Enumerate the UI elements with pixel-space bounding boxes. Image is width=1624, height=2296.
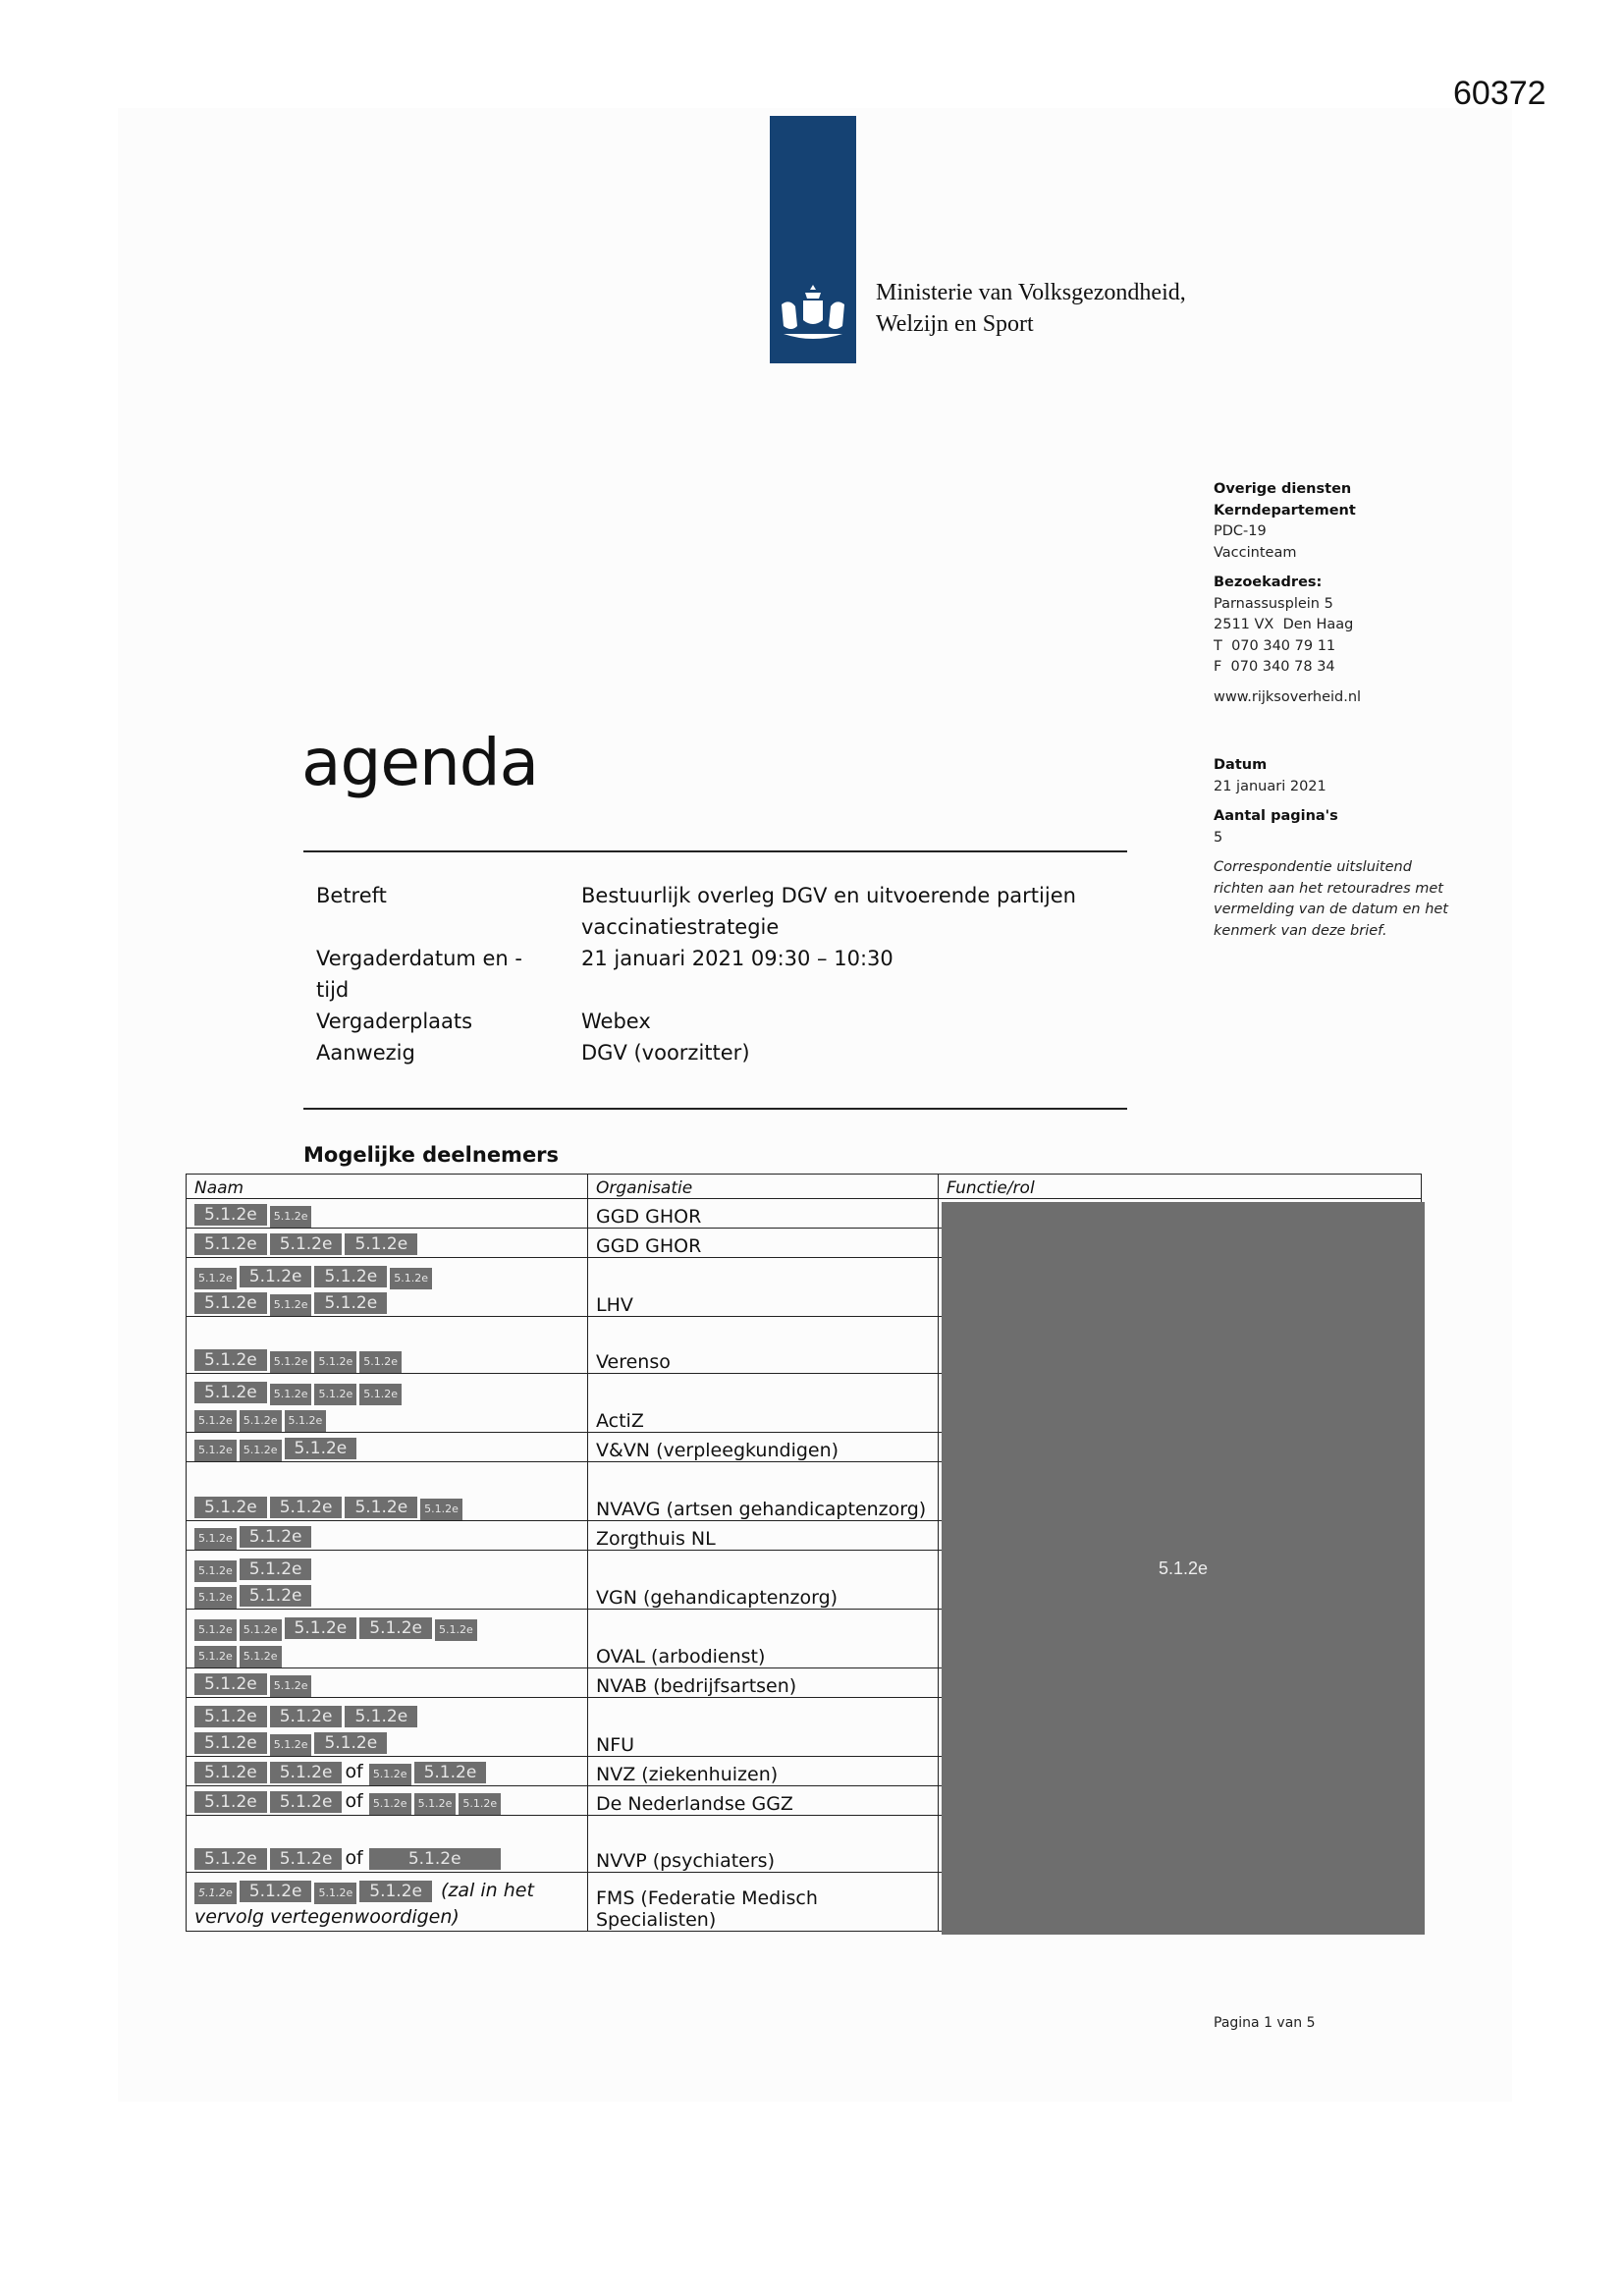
redaction: 5.1.2e [285,1438,357,1459]
redaction: 5.1.2e [314,1384,356,1405]
redaction: 5.1.2e [345,1497,417,1518]
redaction: 5.1.2e [270,1294,312,1316]
meta-row-datetime [316,943,1121,1006]
visit-address-label: Bezoekadres: [1214,574,1323,590]
department: Overige diensten [1214,481,1352,497]
redaction: 5.1.2e [194,1848,267,1870]
redaction: 5.1.2e [270,1675,312,1697]
redaction-code: 5.1.2e [1158,1558,1209,1578]
redaction: 5.1.2e [314,1266,387,1287]
redaction: 5.1.2e [369,1764,411,1785]
redaction: 5.1.2e [194,1619,237,1641]
redaction: 5.1.2e [194,1762,267,1783]
redaction: 5.1.2e [359,1881,432,1902]
header-name: Naam [187,1175,588,1199]
or-text: of [345,1761,363,1782]
meta-row-subject [316,880,1121,943]
redaction: 5.1.2e [314,1732,387,1754]
redaction: 5.1.2e [270,1206,312,1228]
redaction: 5.1.2e [270,1384,312,1405]
redaction: 5.1.2e [369,1848,501,1870]
redaction: 5.1.2e [194,1410,237,1432]
redaction: 5.1.2e [240,1526,312,1548]
function-column-redaction [942,1202,1425,1935]
redaction: 5.1.2e [390,1268,432,1289]
organisation-cell: FMS (Federatie Medisch Specialisten) [588,1873,939,1932]
document-number: 60372 [1453,75,1546,112]
redaction: 5.1.2e [270,1848,343,1870]
redaction: 5.1.2e [194,1497,267,1518]
address-city: 2511 VX Den Haag [1214,617,1354,632]
redaction: 5.1.2e [240,1881,312,1902]
date-value: 21 januari 2021 [1214,778,1326,794]
website-link[interactable]: www.rijksoverheid.nl [1214,688,1362,705]
redaction: 5.1.2e [420,1499,462,1520]
organisation-cell: De Nederlandse GGZ [588,1786,939,1816]
sender-info [1214,479,1508,942]
organisation-cell: ActiZ [588,1374,939,1433]
redaction: 5.1.2e [194,1204,267,1226]
ministry-name [876,277,1186,340]
or-text: of [345,1847,363,1869]
pagination: Pagina 1 van 5 [1214,2015,1316,2031]
meeting-details [316,880,1121,1068]
redaction: 5.1.2e [194,1382,267,1403]
header-organisation: Organisatie [588,1175,939,1199]
redaction: 5.1.2e [270,1791,343,1813]
redaction: 5.1.2e [270,1497,343,1518]
redaction: 5.1.2e [270,1734,312,1756]
redaction: 5.1.2e [270,1233,343,1255]
redaction: 5.1.2e [345,1706,417,1727]
redaction: 5.1.2e [194,1673,267,1695]
redaction: 5.1.2e [194,1440,237,1461]
redaction: 5.1.2e [270,1351,312,1373]
divider-bottom [303,1108,1127,1110]
unit: PDC-19 [1214,523,1267,539]
redaction: 5.1.2e [414,1762,487,1783]
ministry-name-line1: Ministerie van Volksgezondheid, [876,280,1186,305]
redaction: 5.1.2e [459,1793,501,1815]
organisation-cell: NVAB (bedrijfsartsen) [588,1668,939,1698]
organisation-cell: V&VN (verpleegkundigen) [588,1433,939,1462]
redaction: 5.1.2e [369,1793,411,1815]
organisation-cell: GGD GHOR [588,1229,939,1258]
redaction: 5.1.2e [194,1560,237,1582]
redaction: 5.1.2e [194,1292,267,1314]
redaction: 5.1.2e [240,1585,312,1607]
section-title: Mogelijke deelnemers [303,1143,560,1167]
redaction: 5.1.2e [240,1558,312,1580]
address-street: Parnassusplein 5 [1214,595,1333,612]
redaction: 5.1.2e [240,1619,282,1641]
redaction: 5.1.2e [194,1349,267,1371]
department-sub: Kerndepartement [1214,502,1356,519]
meta-label: Betreft [316,884,387,907]
redaction: 5.1.2e [194,1791,267,1813]
representation-note: (zal in het vervolg vertegenwoordigen) [194,1880,534,1928]
pages-label: Aantal pagina's [1214,808,1338,824]
correspondence-note: Correspondentie uitsluitend richten aan het retouradres met vermelding van de datum en het kenmerk van deze brief. [1214,859,1448,939]
redaction: 5.1.2e [240,1440,282,1461]
organisation-cell: NVAVG (artsen gehandicaptenzorg) [588,1462,939,1521]
organisation-cell: Zorgthuis NL [588,1521,939,1551]
organisation-cell: NVVP (psychiaters) [588,1816,939,1873]
organisation-cell: OVAL (arbodienst) [588,1610,939,1668]
meta-value: DGV (voorzitter) [581,1041,750,1065]
date-label: Datum [1214,757,1268,773]
redaction: 5.1.2e [359,1351,402,1373]
header-function: Functie/rol [939,1175,1422,1199]
royal-coat-of-arms-icon [776,283,850,346]
phone: T 070 340 79 11 [1214,637,1336,654]
redaction: 5.1.2e [359,1384,402,1405]
pages-value: 5 [1214,829,1223,846]
redaction: 5.1.2e [194,1883,237,1904]
meta-label: Aanwezig [316,1041,415,1065]
meta-value: Webex [581,1010,651,1033]
meta-value: Bestuurlijk overleg DGV en uitvoerende partijen vaccinatiestrategie [581,884,1076,939]
fax: F 070 340 78 34 [1214,659,1335,675]
team: Vaccinteam [1214,544,1297,561]
redaction: 5.1.2e [194,1233,267,1255]
redaction: 5.1.2e [240,1266,312,1287]
organisation-cell: VGN (gehandicaptenzorg) [588,1551,939,1610]
redaction: 5.1.2e [194,1268,237,1289]
redaction: 5.1.2e [314,1883,356,1904]
table-header [187,1175,1422,1199]
ministry-logo [770,116,856,363]
redaction: 5.1.2e [194,1587,237,1609]
redaction: 5.1.2e [285,1617,357,1639]
organisation-cell: NVZ (ziekenhuizen) [588,1757,939,1786]
organisation-cell: Verenso [588,1317,939,1374]
redaction: 5.1.2e [314,1292,387,1314]
meta-row-present [316,1037,1121,1068]
redaction: 5.1.2e [194,1706,267,1727]
redaction: 5.1.2e [435,1619,477,1641]
meta-label: Vergaderdatum en -tijd [316,947,522,1002]
redaction: 5.1.2e [194,1732,267,1754]
redaction: 5.1.2e [414,1793,457,1815]
organisation-cell: NFU [588,1698,939,1757]
redaction: 5.1.2e [194,1528,237,1550]
redaction: 5.1.2e [194,1646,237,1667]
redaction: 5.1.2e [270,1706,343,1727]
meta-row-location [316,1006,1121,1037]
divider-top [303,850,1127,852]
redaction: 5.1.2e [285,1410,327,1432]
redaction: 5.1.2e [240,1646,282,1667]
organisation-cell: GGD GHOR [588,1199,939,1229]
redaction: 5.1.2e [240,1410,282,1432]
meta-value: 21 januari 2021 09:30 – 10:30 [581,947,893,970]
redaction: 5.1.2e [345,1233,417,1255]
ministry-name-line2: Welzijn en Sport [876,311,1034,337]
redaction: 5.1.2e [270,1762,343,1783]
meta-label: Vergaderplaats [316,1010,473,1033]
page-title: agenda [301,725,539,800]
redaction: 5.1.2e [314,1351,356,1373]
organisation-cell: LHV [588,1258,939,1317]
or-text: of [345,1790,363,1812]
redaction: 5.1.2e [359,1617,432,1639]
